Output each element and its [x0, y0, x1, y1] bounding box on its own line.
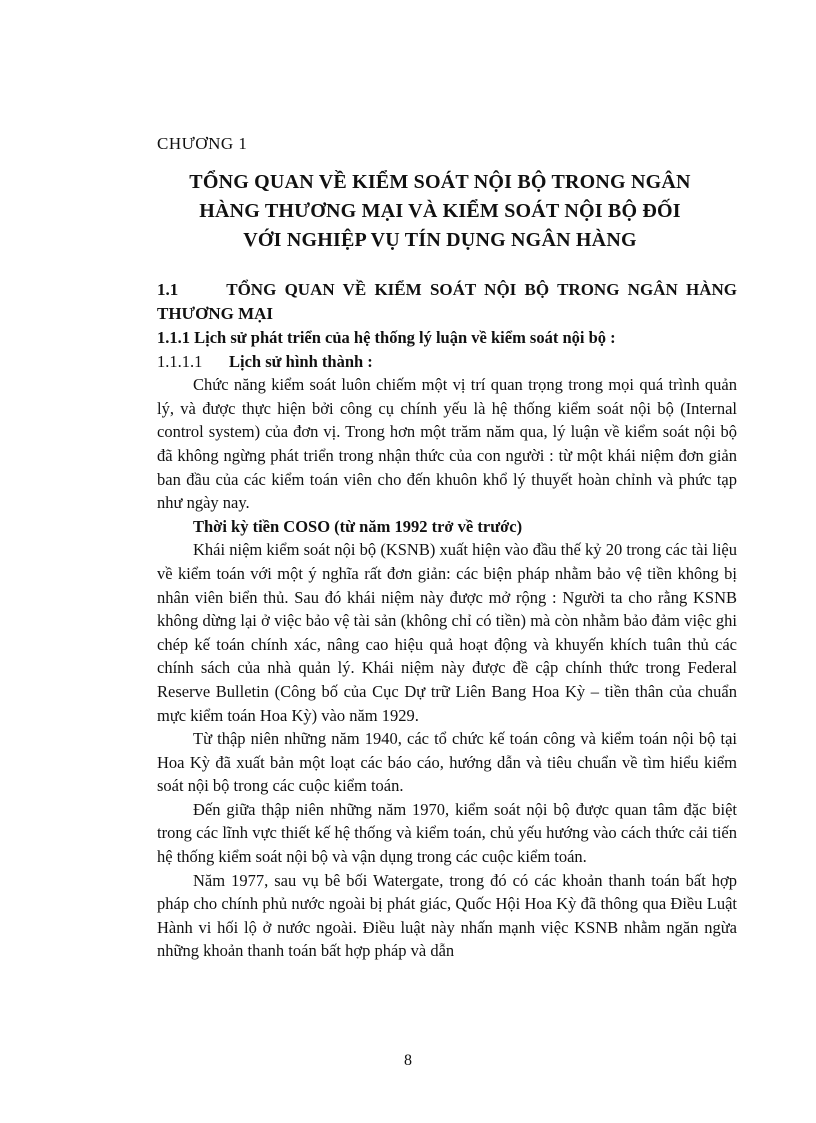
chapter-title-line: HÀNG THƯƠNG MẠI VÀ KIỂM SOÁT NỘI BỘ ĐỐI — [199, 200, 681, 222]
body-text — [157, 278, 737, 963]
chapter-label: CHƯƠNG 1 — [157, 134, 248, 153]
section-title-line2: THƯƠNG MẠI — [157, 304, 274, 323]
subheading: Thời kỳ tiền COSO (từ năm 1992 trở về trước) — [193, 516, 523, 536]
paragraph: Năm 1977, sau vụ bê bối Watergate, trong đó có các khoản thanh toán bất hợp pháp cho chính phủ nước ngoài bị phát giác, Quốc Hội Hoa Kỳ đã thông qua Điều Luật Hành vi hối lộ ở nước ngoài. Điều luật này nhấn mạnh việc KSNB nhằm ngăn ngừa những khoản thanh toán bất hợp pháp và dẫn — [157, 870, 737, 961]
paragraph: Chức năng kiểm soát luôn chiếm một vị trí quan trọng trong mọi quá trình quản lý, và được thực hiện bởi công cụ chính yếu là hệ thống kiểm soát nội bộ (Internal control system) của đơn vị. Trong hơn một trăm năm qua, lý luận về kiểm soát nội bộ đã không ngừng phát triển trong nhận thức của con người : từ một khái niệm đơn giản ban đầu của các kiểm toán viên cho đến khuôn khổ lý thuyết hoàn chỉnh và phức tạp như ngày nay. — [157, 375, 737, 513]
section-heading-1-1-1: 1.1.1 Lịch sử phát triển của hệ thống lý luận về kiểm soát nội bộ : — [157, 328, 616, 347]
subsection-title: Lịch sử hình thành : — [229, 351, 373, 371]
section-number: 1.1 — [157, 280, 179, 299]
section-title-line1: TỔNG QUAN VỀ KIỂM SOÁT NỘI BỘ TRONG NGÂN HÀNG — [226, 280, 737, 299]
subsection-number: 1.1.1.1 — [157, 351, 203, 371]
section-heading-1-1 — [157, 278, 737, 326]
paragraph: Đến giữa thập niên những năm 1970, kiểm soát nội bộ được quan tâm đặc biệt trong các lĩnh vực thiết kế hệ thống và kiểm toán, chủ yếu hướng vào cách thức cải tiến hệ thống kiểm soát nội bộ và vận dụng trong các cuộc kiểm toán. — [157, 799, 737, 867]
chapter-title — [140, 168, 740, 255]
paragraph: Từ thập niên những năm 1940, các tổ chức kế toán công và kiểm toán nội bộ tại Hoa Kỳ đã xuất bản một loạt các báo cáo, hướng dẫn và tiêu chuẩn về tìm hiểu kiểm soát nội bộ trong các cuộc kiểm toán. — [157, 729, 737, 796]
section-heading-1-1-1-1 — [157, 350, 737, 374]
chapter-title-line: VỚI NGHIỆP VỤ TÍN DỤNG NGÂN HÀNG — [243, 229, 637, 251]
page-number: 8 — [404, 1052, 412, 1069]
paragraph: Khái niệm kiểm soát nội bộ (KSNB) xuất hiện vào đầu thế kỷ 20 trong các tài liệu về kiểm toán với một ý nghĩa rất đơn giản: các biện pháp nhằm bảo vệ tiền không bị nhân viên biển thủ. Sau đó khái niệm này được mở rộng : Người ta cho rằng KSNB không dừng lại ở việc bảo vệ tài sản (không chỉ có tiền) mà còn nhằm bảo đảm việc ghi chép kế toán chính xác, nâng cao hiệu quả hoạt động và khuyến khích tuân thủ các chính sách của nhà quản lý. Khái niệm này được đề cập chính thức trong Federal Reserve Bulletin (Công bố của Cục Dự trữ Liên Bang Hoa Kỳ – tiền thân của chuẩn mực kiểm toán Hoa Kỳ) vào năm 1929. — [157, 540, 737, 725]
chapter-title-line: TỔNG QUAN VỀ KIỂM SOÁT NỘI BỘ TRONG NGÂN — [189, 171, 691, 193]
